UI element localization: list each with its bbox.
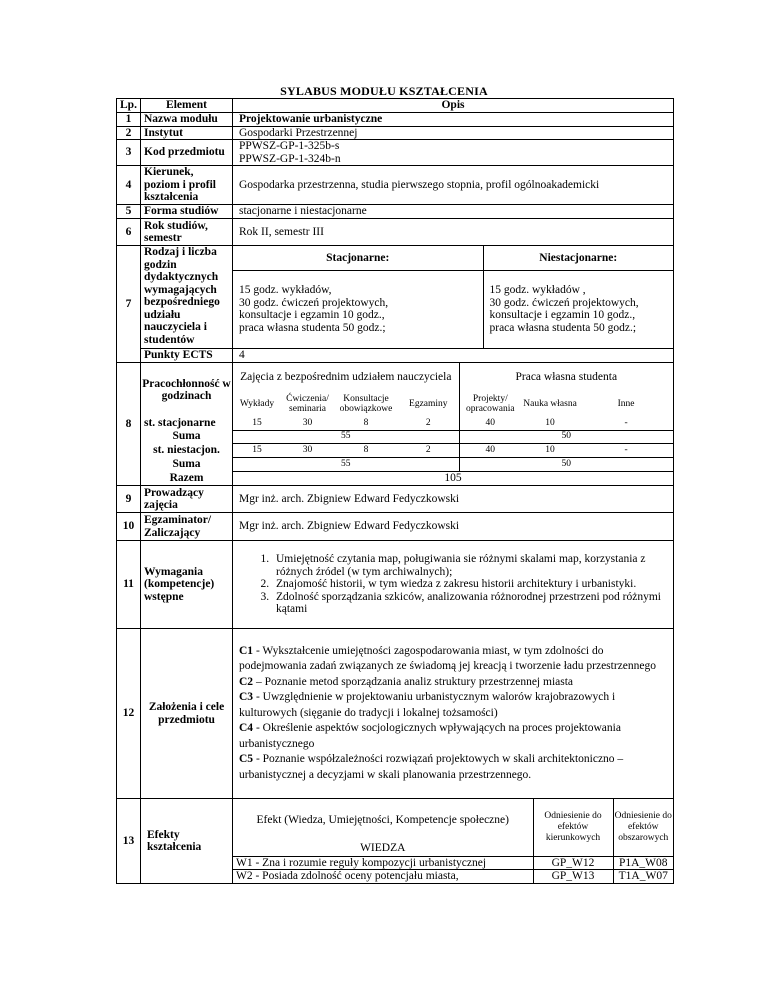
prerequisite-item: 3. Zdolność sporządzania szkiców, analizowania różnorodnej przestrzeni pod różnymi kątami [272, 591, 670, 616]
table-row [117, 126, 674, 140]
table-row [117, 513, 674, 541]
part-time-values-row [233, 443, 673, 457]
row-number: 7 [117, 246, 141, 363]
row-element: Kierunek, poziom i profil kształcenia [141, 166, 233, 205]
row-number: 8 [117, 363, 141, 486]
row-element: Instytut [141, 126, 233, 140]
row-number: 1 [117, 113, 141, 127]
row-number: 13 [117, 799, 141, 884]
goal-code: C3 [239, 691, 254, 704]
full-time-hours-line: 30 godz. ćwiczeń projektowych, [239, 296, 389, 309]
row-element: Efekty kształcenia [141, 799, 233, 884]
table-row [117, 349, 674, 363]
workload-labels [141, 363, 233, 486]
table-row [117, 541, 674, 629]
row-element: Rok studiów, semestr [141, 219, 233, 246]
goal-item [239, 644, 670, 675]
goal-item [239, 690, 670, 721]
table-row [117, 246, 674, 349]
lecturer: Mgr inż. arch. Zbigniew Edward Fedyczkowski [233, 486, 674, 513]
value-cell: - [624, 418, 628, 428]
row-number: 10 [117, 513, 141, 541]
row-element: Prowadzący zajęcia [141, 486, 233, 513]
part-time-hours-line: praca własna studenta 50 godz.; [489, 321, 637, 334]
outcome-area-ref: P1A_W08 [613, 856, 673, 870]
outcome-direction-ref: GP_W13 [533, 870, 613, 883]
table-row [117, 629, 674, 799]
row-number: 5 [117, 205, 141, 219]
row-element: Założenia i cele przedmiotu [141, 629, 233, 799]
row-element: Rodzaj i liczba godzin dydaktycznych wymagających bezpośredniego udziału nauczyciela i studentów [141, 246, 233, 349]
row-number: 9 [117, 486, 141, 513]
field-of-study: Gospodarka przestrzenna, studia pierwszego stopnia, profil ogólnoakademicki [233, 166, 674, 205]
outcome-area-ref: T1A_W07 [613, 870, 673, 883]
prerequisite-item: 2. Znajomość historii, w tym wiedza z zakresu historii architektury i urbanistyki. [272, 578, 670, 591]
examiner: Mgr inż. arch. Zbigniew Edward Fedyczkowski [233, 513, 674, 541]
full-time-hours-line: 15 godz. wykładów, [239, 284, 332, 297]
full-time-sum-label: Suma [172, 430, 201, 443]
table-row [117, 486, 674, 513]
goal-item [239, 675, 670, 691]
table-row [117, 113, 674, 127]
full-time-hours-line: konsultacje i egzamin 10 godz., [239, 309, 385, 322]
part-time-hours [483, 270, 673, 348]
value-cell: 40 [459, 443, 521, 457]
value-cell: 2 [398, 417, 459, 430]
full-time-header: Stacjonarne: [233, 246, 483, 270]
value-cell: 15 [252, 418, 262, 428]
course-goals [233, 629, 674, 799]
outcome-row [233, 870, 673, 883]
outcome-direction-ref: GP_W12 [533, 856, 613, 870]
row-element: Kod przedmiotu [141, 140, 233, 166]
value-cell: 8 [363, 418, 369, 428]
row-number: 2 [117, 126, 141, 140]
value-cell: 30 [302, 418, 313, 428]
full-time-hours [233, 270, 483, 348]
learning-outcomes [233, 799, 674, 884]
value-cell: 40 [485, 418, 496, 428]
course-code-full-time: PPWSZ-GP-1-325b-s [239, 140, 340, 152]
knowledge-section-header: WIEDZA [233, 842, 533, 856]
full-time-label: st. stacjonarne [144, 417, 216, 430]
header-opis: Opis [233, 99, 674, 113]
direct-contact-header: Zajęcia z bezpośrednim udziałem nauczyciela [233, 363, 459, 391]
table-header-row [117, 99, 674, 113]
full-time-sum-row [233, 430, 673, 443]
institute: Gospodarki Przestrzennej [233, 126, 674, 140]
sum-cell: 50 [459, 430, 673, 443]
goal-text: - Określenie aspektów socjologicznych wpływających na proces projektowania urbanistycznego [239, 722, 621, 750]
study-form: stacjonarne i niestacjonarne [233, 205, 674, 219]
value-cell: 30 [281, 443, 334, 457]
table-row [117, 363, 674, 486]
goal-text: – Poznanie metod sporządzania analiz struktury przestrzennej miasta [253, 675, 574, 688]
value-cell: 2 [398, 443, 459, 457]
row-number: 4 [117, 166, 141, 205]
course-code-part-time: PPWSZ-GP-1-324b-n [239, 152, 341, 165]
prerequisites [233, 541, 674, 629]
col-exercises: Ćwiczenia/ seminaria [286, 393, 329, 414]
goal-code: C1 [239, 644, 254, 657]
col-self-study: Nauka własna [523, 398, 577, 409]
own-work-header: Praca własna studenta [515, 370, 618, 383]
header-element: Element [141, 99, 233, 113]
goal-item [239, 752, 670, 783]
part-time-header: Niestacjonarne: [483, 246, 673, 270]
total-value: 105 [233, 471, 673, 485]
workload-label: Pracochłonność w godzinach [142, 377, 231, 402]
row-element: Wymagania (kompetencje) wstępne [141, 541, 233, 629]
table-row [117, 219, 674, 246]
course-code [233, 140, 674, 166]
area-col-header: Odniesienie do efektów obszarowych [614, 810, 672, 843]
prerequisite-item: 1. Umiejętność czytania map, poługiwania sie różnymi skalami map, korzystania z różnych źródel (w tym archiwalnych); [272, 553, 670, 578]
total-label: Razem [169, 471, 204, 484]
row-number: 11 [117, 541, 141, 629]
value-cell: 15 [233, 443, 281, 457]
part-time-sum-row [233, 457, 673, 471]
goal-text: - Uwzględnienie w projektowaniu urbanistycznym walorów krajobrazowych i kulturowych (sięganie do tradycji i lokalnej tożsamości) [239, 691, 616, 719]
row-element: Forma studiów [141, 205, 233, 219]
col-consultations: Konsultacje obowiązkowe [339, 393, 393, 414]
outcome-text: W2 - Posiada zdolność oceny potencjału miasta, [233, 870, 533, 883]
col-projects: Projekty/ opracowania [466, 393, 515, 414]
sum-cell: 55 [233, 430, 459, 443]
value-cell: - [579, 443, 673, 457]
outcome-row [233, 856, 673, 870]
goal-text: - Poznanie współzależności rozwiązań projektowych w skali architektoniczno – urbanistycznej a decyzjami w skali planowania przestrzennego. [239, 753, 624, 781]
ects-label: Punkty ECTS [141, 349, 233, 363]
part-time-hours-line: 30 godz. ćwiczeń projektowych, [489, 296, 639, 309]
part-time-hours-line: konsultacje i egzamin 10 godz., [489, 309, 636, 322]
effect-col-header: Efekt (Wiedza, Umiejętności, Kompetencje społeczne) [233, 799, 533, 842]
outcome-text: W1 - Zna i rozumie reguły kompozycji urbanistycznej [233, 856, 533, 870]
total-row [233, 471, 673, 485]
table-row [117, 205, 674, 219]
part-time-label: st. niestacjon. [153, 443, 220, 456]
row-number: 12 [117, 629, 141, 799]
col-lectures: Wykłady [239, 398, 275, 409]
goal-item [239, 721, 670, 752]
header-lp: Lp. [117, 99, 141, 113]
row-number: 6 [117, 219, 141, 246]
ects-value: 4 [233, 349, 674, 363]
sum-cell: 55 [233, 457, 459, 471]
study-year: Rok II, semestr III [233, 219, 674, 246]
goal-code: C5 [239, 753, 254, 766]
row-element: Nazwa modułu [141, 113, 233, 127]
full-time-values-row [233, 417, 673, 430]
table-row [117, 799, 674, 884]
syllabus-table [116, 98, 674, 884]
module-name: Projektowanie urbanistyczne [233, 113, 674, 127]
value-cell: 10 [545, 418, 555, 428]
document-title: SYLABUS MODUŁU KSZTAŁCENIA [280, 84, 488, 98]
table-row [117, 166, 674, 205]
part-time-sum-label: Suma [172, 457, 201, 470]
goal-code: C4 [239, 722, 254, 735]
workload-table [233, 363, 674, 486]
value-cell: 8 [334, 443, 398, 457]
value-cell: 10 [521, 443, 579, 457]
teaching-hours [233, 246, 674, 349]
row-element: Egzaminator/ Zaliczający [141, 513, 233, 541]
row-number: 3 [117, 140, 141, 166]
part-time-hours-line: 15 godz. wykładów , [489, 284, 586, 297]
table-row [117, 140, 674, 166]
goal-code: C2 [239, 675, 254, 688]
col-other: Inne [617, 398, 635, 409]
full-time-hours-line: praca własna studenta 50 godz.; [239, 321, 386, 334]
sum-cell: 50 [459, 457, 673, 471]
goal-text: - Wykształcenie umiejętności zagospodarowania miast, w tym zdolności do podejmowania zadań związanych ze świadomą jej kreacją i tworzenie ładu przestrzennego [239, 644, 656, 673]
col-exams: Egzaminy [398, 391, 459, 417]
direction-col-header: Odniesienie do efektów kierunkowych [533, 799, 613, 856]
